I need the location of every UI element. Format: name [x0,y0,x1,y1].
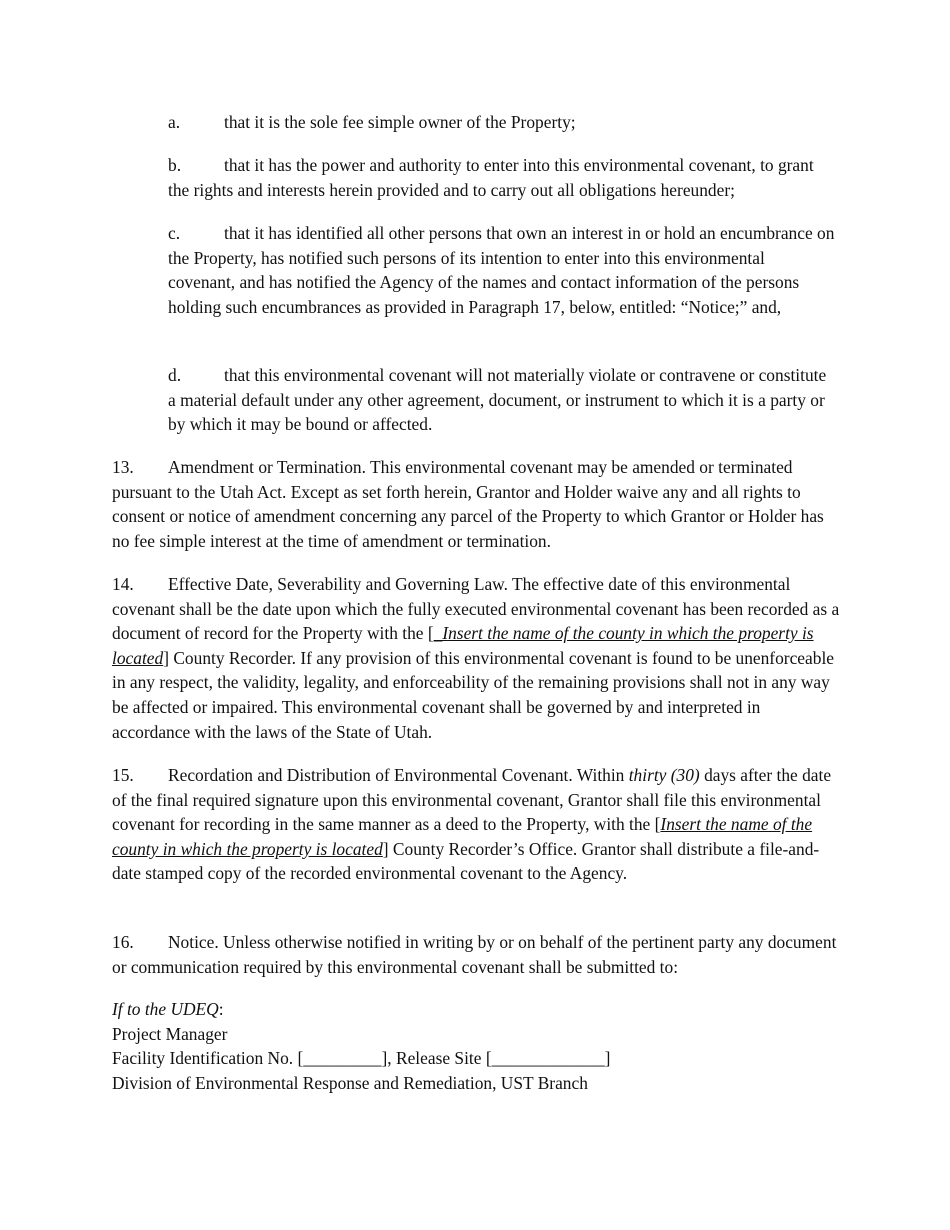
warranty-label: d. [168,365,182,385]
section-16 [112,930,840,979]
warranty-text: that it is the sole fee simple owner of the Property; [224,112,576,132]
section-15 [112,763,840,886]
warranty-label: b. [168,155,182,175]
address-line: Facility Identification No. [_________], Release Site [_____________] [112,1048,611,1069]
warranty-text: that it has the power and authority to enter into this environmental covenant, to grant the rights and interests herein provided and to carry out all obligations hereunder; [168,155,814,200]
warranty-label: c. [168,223,181,243]
section-text: Notice. Unless otherwise notified in writing by or on behalf of the pertinent party any document or communication required by this environmental covenant shall be submitted to: [112,932,837,977]
section-number: 16. [112,932,134,952]
section-number: 13. [112,457,134,477]
address-heading-line [112,997,840,1022]
section-text: Recordation and Distribution of Environmental Covenant. Within [168,765,629,785]
section-number: 15. [112,765,134,785]
warranty-b [168,153,836,202]
section-text: ] County Recorder’s Office. Grantor shall distribute a file-and-date stamped copy of the recorded environmental covenant to the Agency. [112,838,820,884]
section-14 [112,572,840,744]
warranty-a [168,110,836,135]
warranty-d [168,363,836,437]
address-heading-colon: : [218,999,224,1019]
county-placeholder: Insert the name of the county in which the property is located [112,814,813,859]
address-line: Project Manager [112,1023,228,1044]
warranty-c [168,221,836,319]
section-text: Amendment or Termination. This environmental covenant may be amended or terminated pursuant to the Utah Act. Except as set forth herein, Grantor and Holder waive any and all rights to consent or notice of amendment concerning any parcel of the Property to which Grantor or Holder has no fee simple interest at the time of amendment or termination. [112,457,824,551]
days-count: thirty (30) [628,765,700,785]
notice-address [112,997,840,1095]
warranty-text: that it has identified all other persons that own an interest in or hold an encumbrance on the Property, has notified such persons of its intention to enter into this environmental covenant, and has notified the Agency of the names and contact information of the persons holding such encumbrances as provided in Paragraph 17, below, entitled: “Notice;” and, [168,223,835,317]
section-text: days after the date of the final required signature upon this environmental covenant, Grantor shall file this environmental covenant for recording in the same manner as a deed to the Property, with the [ [112,765,832,835]
warranty-text: that this environmental covenant will not materially violate or contravene or constitute a material default under any other agreement, document, or instrument to which it is a party or by which it may be bound or affected. [168,365,827,435]
warranty-label: a. [168,112,181,132]
county-placeholder: _Insert the name of the county in which the property is located [112,623,814,668]
section-text: ] County Recorder. If any provision of this environmental covenant is found to be unenforceable in any respect, the validity, legality, and enforceability of the remaining provisions shall not in any way be affected or impaired. This environmental covenant shall be governed by and interpreted in accordance with the laws of the State of Utah. [112,647,834,742]
section-text: Effective Date, Severability and Governing Law. The effective date of this environmental covenant shall be the date upon which the fully executed environmental covenant has been recorded as a document of record for the Property with the [ [112,574,840,644]
address-line: Division of Environmental Response and Remediation, UST Branch [112,1072,588,1093]
address-heading: If to the UDEQ [112,999,219,1019]
section-number: 14. [112,574,134,594]
section-13 [112,455,840,553]
